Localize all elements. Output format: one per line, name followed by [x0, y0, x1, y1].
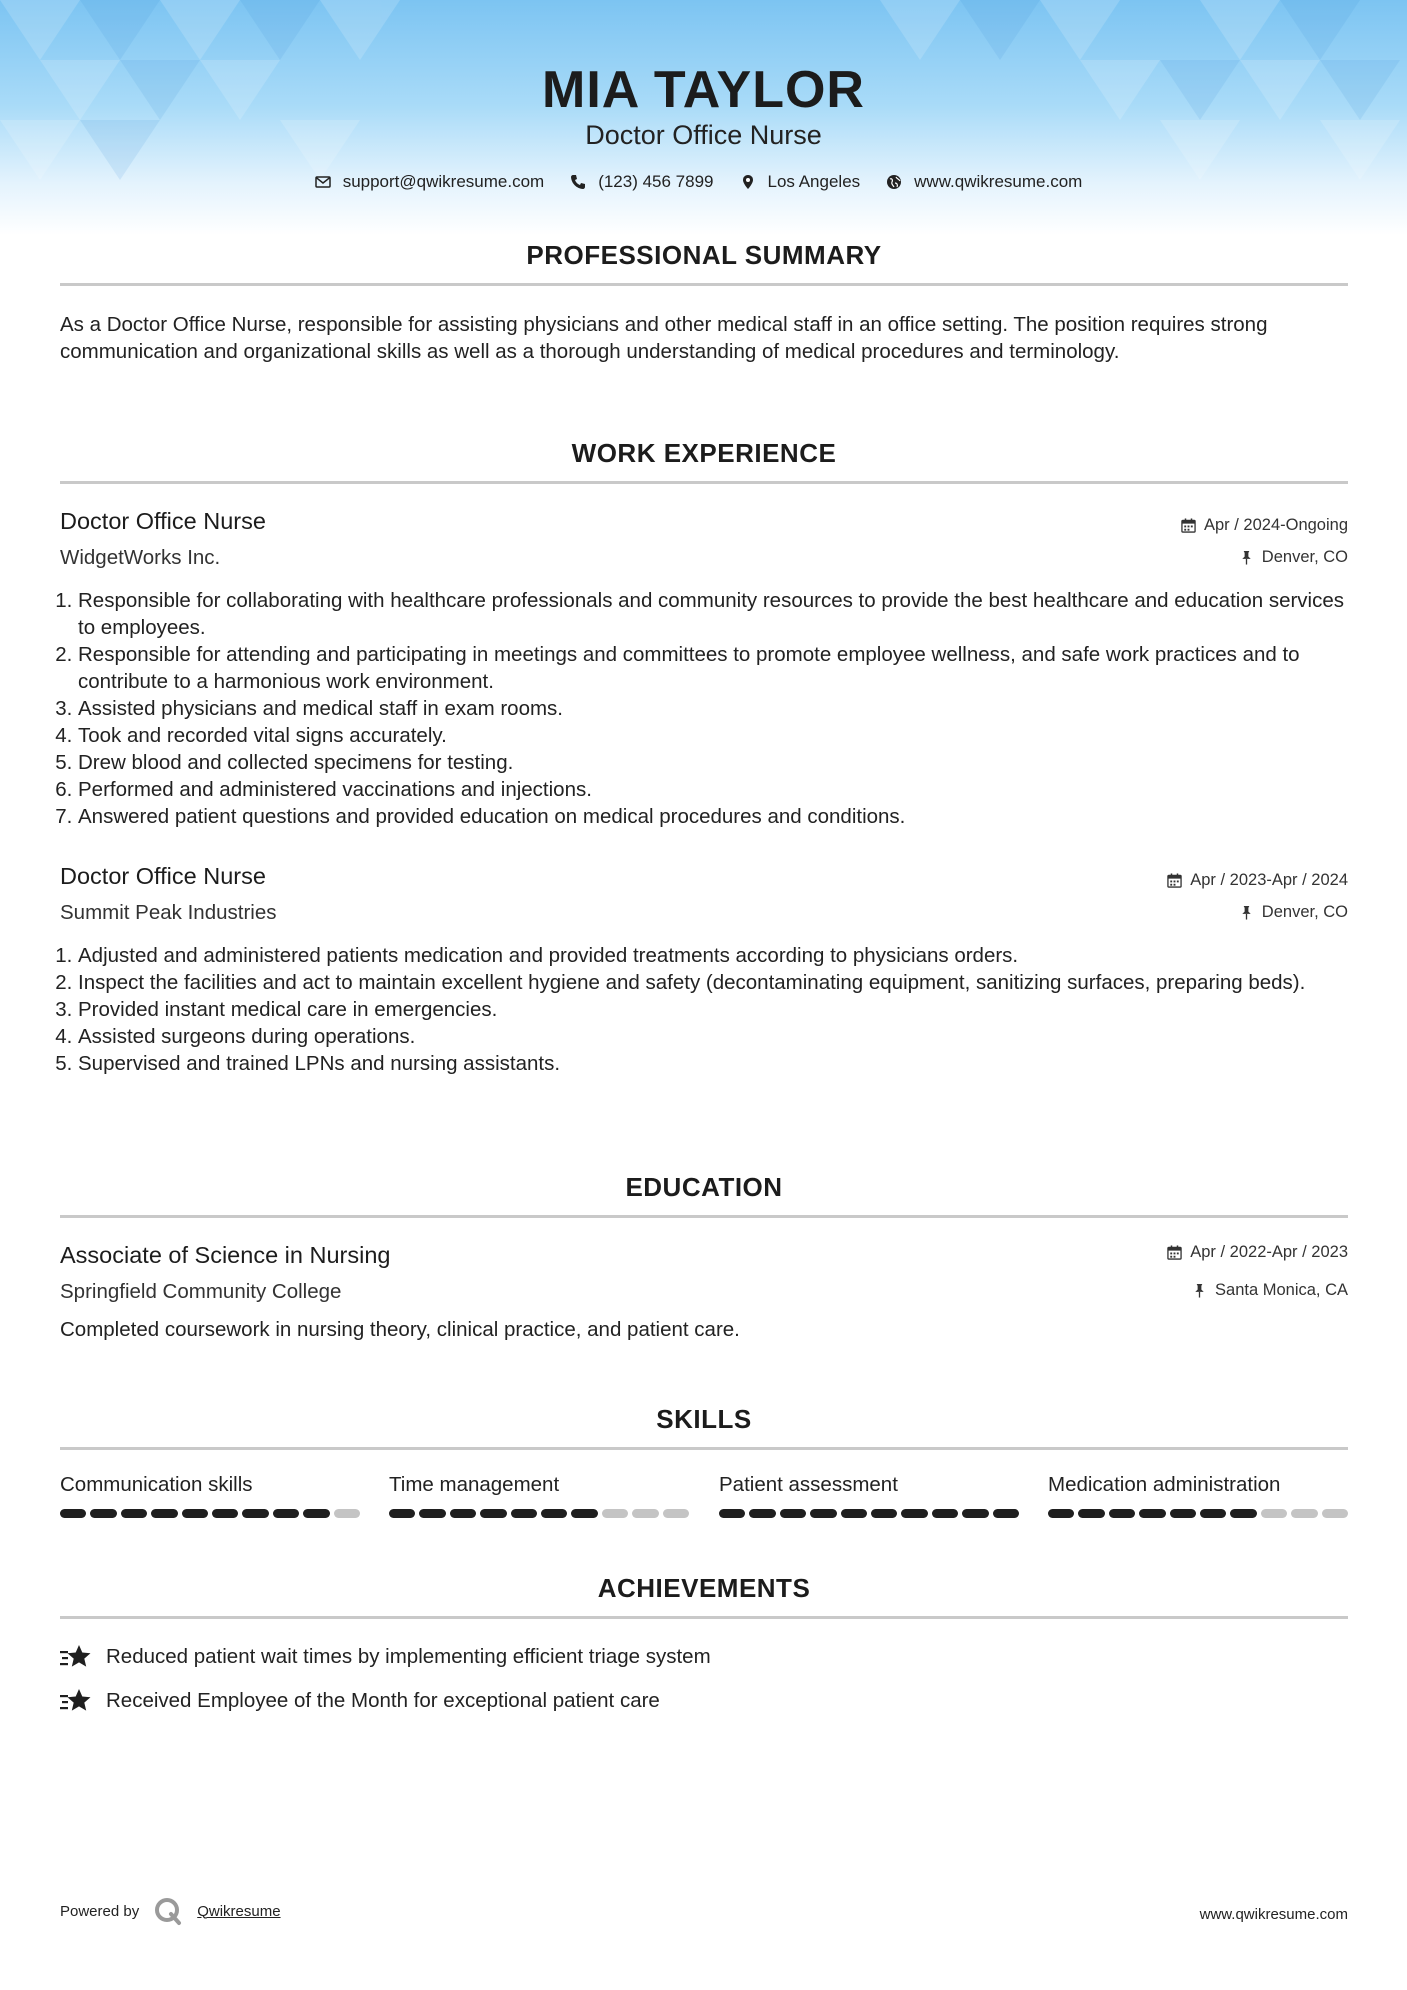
skill-segment [541, 1509, 567, 1518]
job-2-duties [60, 942, 1366, 1077]
skill-segment [242, 1509, 268, 1518]
achievement-item [60, 1643, 711, 1671]
achievement-text: Received Employee of the Month for exceptional patient care [106, 1689, 660, 1712]
skill-segment [151, 1509, 177, 1518]
pin-icon [1192, 1283, 1207, 1298]
skill-segment [1200, 1509, 1226, 1518]
skill-segment [871, 1509, 897, 1518]
skill-segment [719, 1509, 745, 1518]
powered-by-text: Powered by [60, 1902, 140, 1920]
skill-segment [1078, 1509, 1104, 1518]
education-dates-text: Apr / 2022-Apr / 2023 [1190, 1243, 1348, 1261]
calendar-icon [1167, 1245, 1182, 1260]
skill-segment [511, 1509, 537, 1518]
job-2-dates [1167, 871, 1348, 890]
contact-bar [0, 172, 1407, 192]
skill-bar [719, 1509, 1019, 1518]
skill-bar [389, 1509, 689, 1518]
job-2-company: Summit Peak Industries [60, 901, 277, 924]
skill-segment [901, 1509, 927, 1518]
phone-icon [570, 174, 586, 190]
star-icon [60, 1687, 92, 1715]
duty-item: 5. Drew blood and collected specimens for testing. [78, 749, 1366, 776]
skill-item [389, 1473, 689, 1518]
footer-website[interactable]: www.qwikresume.com [1199, 1906, 1348, 1923]
job-1-location-text: Denver, CO [1261, 548, 1348, 566]
skill-segment [303, 1509, 329, 1518]
star-icon [60, 1643, 92, 1671]
skill-segment [419, 1509, 445, 1518]
skill-segment [1109, 1509, 1135, 1518]
skill-segment [962, 1509, 988, 1518]
contact-website[interactable] [886, 172, 1082, 192]
skill-label: Patient assessment [719, 1473, 898, 1496]
globe-icon [886, 174, 902, 190]
duty-item: 4. Assisted surgeons during operations. [78, 1023, 1366, 1050]
experience-heading: WORK EXPERIENCE [571, 438, 837, 468]
envelope-icon [315, 174, 331, 190]
skill-segment [60, 1509, 86, 1518]
calendar-icon [1167, 873, 1182, 888]
skill-segment [932, 1509, 958, 1518]
summary-heading: PROFESSIONAL SUMMARY [526, 240, 882, 270]
duty-item: 6. Performed and administered vaccinations and injections. [78, 776, 1366, 803]
skill-label: Time management [389, 1473, 560, 1496]
skill-segment [90, 1509, 116, 1518]
achievement-text: Reduced patient wait times by implementing efficient triage system [106, 1645, 711, 1668]
job-1-duties [60, 587, 1366, 830]
job-1-dates-text: Apr / 2024-Ongoing [1203, 516, 1348, 534]
skill-segment [1322, 1509, 1348, 1518]
education-description: Completed coursework in nursing theory, clinical practice, and patient care. [60, 1318, 740, 1341]
skill-segment [450, 1509, 476, 1518]
skill-segment [810, 1509, 836, 1518]
education-heading: EDUCATION [625, 1172, 783, 1202]
duty-item: 4. Took and recorded vital signs accurately. [78, 722, 1366, 749]
pin-icon [1239, 905, 1254, 920]
duty-item: 1. Adjusted and administered patients medication and provided treatments according to physicians orders. [78, 942, 1366, 969]
skill-bar [1048, 1509, 1348, 1518]
contact-location [740, 172, 861, 192]
achievements-heading: ACHIEVEMENTS [597, 1573, 811, 1603]
candidate-name: MIA TAYLOR [542, 61, 865, 119]
duty-item: 2. Inspect the facilities and act to maintain excellent hygiene and safety (decontaminating equipment, sanitizing surfaces, preparing beds). [78, 969, 1366, 996]
skill-item [60, 1473, 360, 1518]
footer-branding [60, 1896, 281, 1926]
website-text: www.qwikresume.com [914, 172, 1083, 191]
skills-heading: SKILLS [656, 1404, 752, 1434]
achievement-item [60, 1687, 660, 1715]
skill-segment [841, 1509, 867, 1518]
candidate-title: Doctor Office Nurse [585, 120, 822, 150]
skill-segment [334, 1509, 360, 1518]
location-text: Los Angeles [767, 172, 861, 191]
brand-link[interactable]: Qwikresume [197, 1902, 281, 1920]
skill-segment [1048, 1509, 1074, 1518]
contact-phone[interactable] [570, 172, 713, 192]
skill-segment [993, 1509, 1019, 1518]
skill-segment [1230, 1509, 1256, 1518]
map-marker-icon [740, 174, 756, 190]
skill-segment [602, 1509, 628, 1518]
job-1-title: Doctor Office Nurse [60, 508, 266, 534]
education-divider [60, 1215, 1348, 1218]
duty-item: 3. Provided instant medical care in emergencies. [78, 996, 1366, 1023]
education-location-text: Santa Monica, CA [1215, 1281, 1348, 1299]
skill-item [1048, 1473, 1348, 1518]
education-school: Springfield Community College [60, 1280, 342, 1303]
qwikresume-logo-icon [153, 1896, 183, 1926]
job-2-title: Doctor Office Nurse [60, 863, 266, 889]
job-2-location-text: Denver, CO [1261, 903, 1348, 921]
phone-text: (123) 456 7899 [598, 172, 714, 191]
education-location [1192, 1281, 1348, 1300]
skill-segment [480, 1509, 506, 1518]
summary-text: As a Doctor Office Nurse, responsible for assisting physicians and other medical staff in an office setting. The position requires strong communication and organizational skills as well as a thorough understanding of medical procedures and terminology. [60, 313, 1268, 363]
duty-item: 2. Responsible for attending and participating in meetings and committees to promote employee wellness, and safe work practices and to contribute to a harmonious work environment. [78, 641, 1366, 695]
skill-segment [663, 1509, 689, 1518]
job-2-location [1239, 903, 1348, 922]
email-text: support@qwikresume.com [342, 172, 545, 191]
skill-bar [60, 1509, 360, 1518]
skill-segment [749, 1509, 775, 1518]
summary-divider [60, 283, 1348, 286]
duty-item: 1. Responsible for collaborating with healthcare professionals and community resources to provide the best healthcare and education services to employees. [78, 587, 1366, 641]
education-dates [1167, 1243, 1348, 1262]
skill-segment [780, 1509, 806, 1518]
skill-segment [273, 1509, 299, 1518]
skill-segment [121, 1509, 147, 1518]
pin-icon [1239, 550, 1254, 565]
skill-segment [1170, 1509, 1196, 1518]
skill-segment [1261, 1509, 1287, 1518]
skill-segment [571, 1509, 597, 1518]
calendar-icon [1181, 518, 1196, 533]
skill-item [719, 1473, 1019, 1518]
achievements-divider [60, 1616, 1348, 1619]
skill-segment [389, 1509, 415, 1518]
job-1-dates [1181, 516, 1348, 535]
job-1-location [1239, 548, 1348, 567]
skill-segment [212, 1509, 238, 1518]
job-2-dates-text: Apr / 2023-Apr / 2024 [1190, 871, 1348, 889]
skill-label: Communication skills [60, 1473, 253, 1496]
skill-segment [1139, 1509, 1165, 1518]
skill-label: Medication administration [1048, 1473, 1281, 1496]
duty-item: 3. Assisted physicians and medical staff in exam rooms. [78, 695, 1366, 722]
duty-item: 5. Supervised and trained LPNs and nursing assistants. [78, 1050, 1366, 1077]
skill-segment [1291, 1509, 1317, 1518]
experience-divider [60, 481, 1348, 484]
education-degree: Associate of Science in Nursing [60, 1242, 391, 1268]
skills-divider [60, 1447, 1348, 1450]
skill-segment [182, 1509, 208, 1518]
skill-segment [632, 1509, 658, 1518]
job-1-company: WidgetWorks Inc. [60, 546, 221, 569]
duty-item: 7. Answered patient questions and provided education on medical procedures and conditions. [78, 803, 1366, 830]
contact-email[interactable] [315, 172, 545, 192]
